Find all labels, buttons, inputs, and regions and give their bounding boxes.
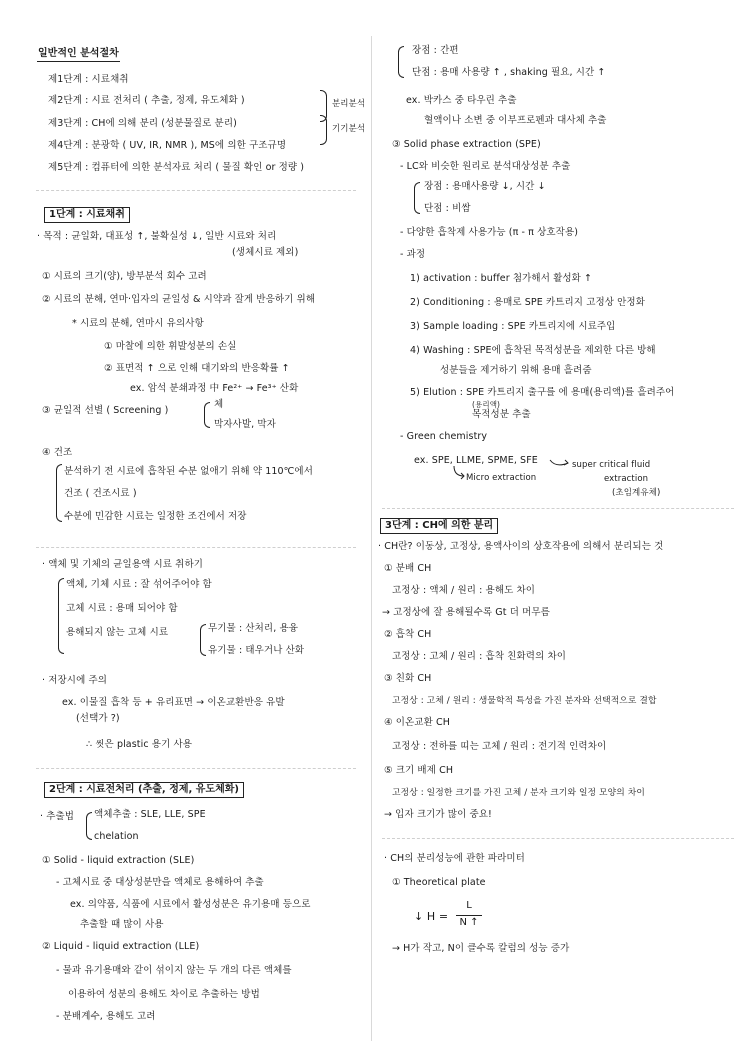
s1-point2d: ex. 암석 분쇄과정 中 Fe²⁺ → Fe³⁺ 산화 [130,383,299,394]
s1-point2: ② 시료의 분해, 연마·입자의 균일성 & 시약과 잘게 반응하기 위해 [42,294,316,305]
fraction-numerator: L [466,900,472,911]
ch-type5b: → 입자 크기가 많이 중요! [384,809,492,820]
lle-example2: 혈액이나 소변 중 이부프로펜과 대사체 추출 [424,115,607,126]
spe-process4: 4) Washing : SPE에 흡착된 목적성분을 제외한 다른 방해 [410,345,656,356]
step-5: 제5단계 : 컴퓨터에 의한 분석자료 처리 ( 물질 확인 or 정량 ) [48,162,305,173]
ch-type1a: 고정상 : 액체 / 원리 : 용해도 차이 [392,585,536,596]
fraction-bar [456,915,482,916]
s1-point5d: 무기물 : 산처리, 용융 [208,623,298,634]
s1-point4b: 건조 ( 건조시료 ) [64,488,137,499]
spe-process5b: 목적성분 추출 [472,409,531,420]
spe-process4b: 성분들을 제거하기 위해 용매 흘려줌 [440,365,592,376]
spe-line2: - 다양한 흡착제 사용가능 (π - π 상호작용) [400,227,579,238]
brace-instrument [320,115,327,145]
s1-goal2: (생체시료 제외) [232,247,299,258]
brace-drying [56,464,62,522]
s2-sle1: - 고체시료 중 대상성분만을 액체로 용해하여 추출 [56,877,264,888]
arrow-icon [446,466,466,480]
brace-screening [204,402,210,428]
s1-point5: · 액체 및 기체의 균일용액 시료 취하기 [42,559,203,570]
s1-point6c: ∴ 씻은 plastic 용기 사용 [86,739,193,750]
brace-solid [200,624,206,656]
brace-spe-pros-cons [414,182,420,214]
spe-process2: 2) Conditioning : 용매로 SPE 카트리지 고정상 안정화 [410,297,645,308]
step-4: 제4단계 : 분광학 ( UV, IR, NMR ), MS에 의한 구조규명 [48,140,287,151]
spe-advantage: 장점 : 용매사용량 ↓, 시간 ↓ [424,181,546,192]
spe-title: ③ Solid phase extraction (SPE) [392,139,541,150]
s1-point3: ③ 균일적 선별 ( Screening ) [42,405,169,416]
s1-point1: ① 시료의 크기(양), 방부분석 회수 고려 [42,271,207,282]
s1-point4: ④ 건조 [42,447,73,458]
green-chem: - Green chemistry [400,431,488,442]
brace-lle-pros-cons [398,46,404,78]
ch-type2a: 고정상 : 고체 / 원리 : 흡착 친화력의 차이 [392,651,567,662]
s2-extraction2: chelation [94,831,139,842]
s2-extraction1: 액체추출 : SLE, LLE, SPE [94,809,206,820]
green-chem1: ex. SPE, LLME, SPME, SFE [414,455,538,466]
s2-extraction: · 추출법 [40,811,75,822]
fraction-denominator: N ↑ [459,917,479,928]
theoretical-plate: ① Theoretical plate [392,877,486,888]
spe-line1: - LC와 비슷한 원리로 분석대상성분 추출 [400,161,571,172]
s1-goal: · 목적 : 균일화, 대표성 ↑, 불확실성 ↓, 일반 시료와 처리 [37,231,277,242]
page-title: 일반적인 분석절차 [37,47,120,62]
s2-heading: 2단계 : 시료전처리 (추출, 정제, 유도체화) [44,782,244,798]
plate-height-label: ↓ H = [414,910,449,923]
brace-extraction [86,812,92,840]
step-2: 제2단계 : 시료 전처리 ( 추출, 정제, 유도체화 ) [48,95,245,106]
s1-point4a: 분석하기 전 시료에 흡착된 수분 없애기 위해 약 110℃에서 [64,466,313,477]
right-column [372,0,743,1052]
green-chem3: super critical fluid [572,460,651,470]
s1-point3a: 체 [214,399,224,410]
step-3: 제3단계 : CH에 의해 분리 (성분물질로 분리) [48,118,237,129]
ch-type1b: → 고정상에 잘 용해될수록 Gt 더 머무름 [382,607,550,618]
ch-type1: ① 분배 CH [384,563,432,574]
s2-lle3: - 분배계수, 용해도 고려 [56,1011,156,1022]
s2-sle: ① Solid - liquid extraction (SLE) [42,855,195,866]
s2-sle2: ex. 의약품, 식품에 시료에서 활성성분은 유기용매 등으로 [70,899,311,910]
spe-process3: 3) Sample loading : SPE 카트리지에 시료주입 [410,321,616,332]
s1-heading: 1단계 : 시료채취 [44,207,130,223]
ch-type4: ④ 이온교환 CH [384,717,450,728]
separator [382,508,734,509]
group-instrument-label: 기기분석 [332,124,366,134]
ch-type5: ⑤ 크기 배제 CH [384,765,454,776]
s1-point5c: 용해되지 않는 고체 시료 [66,627,169,638]
spe-process1: 1) activation : buffer 첨가해서 활성화 ↑ [410,273,593,284]
s1-point2a: * 시료의 분해, 연마시 유의사항 [72,318,204,329]
spe-process5: 5) Elution : SPE 카트리지 출구를 에 용매(용리액)를 흘려주어 [410,387,675,398]
step-1: 제1단계 : 시료채취 [48,74,129,85]
lle-advantage: 장점 : 간편 [412,45,459,56]
plate-conclusion: → H가 작고, N이 클수록 칼럼의 성능 증가 [392,943,570,954]
green-chem4: extraction [604,474,649,484]
green-chem5: (초임계유체) [612,488,661,498]
s1-point5e: 유기물 : 태우거나 산화 [208,645,305,656]
s2-lle2: 이용하여 성분의 용해도 차이로 추출하는 방법 [68,989,260,1000]
lle-example: ex. 박카스 중 타우린 추출 [406,95,517,106]
ch-definition: · CH란? 이동상, 고정상, 용액사이의 상호작용에 의해서 분리되는 것 [378,541,664,552]
arrow-icon [550,458,572,468]
ch-type2: ② 흡착 CH [384,629,432,640]
ch-type3: ③ 친화 CH [384,673,432,684]
separator [36,190,356,191]
ch-parameter: · CH의 분리성능에 관한 파라미터 [384,853,525,864]
s1-point5b: 고체 시료 : 용매 되어야 함 [66,603,178,614]
separator [382,838,734,839]
ch-type4a: 고정상 : 전하를 띠는 고체 / 원리 : 전기적 인력차이 [392,741,607,752]
s1-point2c: ② 표면적 ↑ 으로 인해 대기와의 반응확률 ↑ [104,363,290,374]
s1-point3b: 막자사발, 막자 [214,419,276,430]
s1-point6: · 저장시에 주의 [42,675,108,686]
brace-sampling [58,578,64,654]
s1-point2b: ① 마찰에 의한 휘발성분의 손실 [104,341,237,352]
green-chem2: Micro extraction [466,473,537,483]
group-separation-label: 분리분석 [332,99,366,109]
lle-disadvantage: 단점 : 용매 사용량 ↑ , shaking 필요, 시간 ↑ [412,67,606,78]
s2-lle1: - 물과 유기용매와 같이 섞이지 않는 두 개의 다른 액체를 [56,965,292,976]
spe-process: - 과정 [400,249,426,260]
separator [36,547,356,548]
spe-process5-sub: (용리액) [472,400,501,409]
ch-type3a: 고정상 : 고체 / 원리 : 생물학적 특성을 가진 분자와 선택적으로 결합 [392,696,657,706]
spe-disadvantage: 단점 : 비쌈 [424,203,471,214]
s1-point4c: 수분에 민감한 시료는 일정한 조건에서 저장 [64,511,247,522]
s1-point5a: 액체, 기체 시료 : 잘 섞어주어야 함 [66,579,212,590]
ch-type5a: 고정상 : 일정한 크기를 가진 고체 / 분자 크기와 일정 모양의 차이 [392,788,645,798]
s1-point6a: ex. 이물질 흡착 등 + 유리표면 → 이온교환반응 유발 [62,697,285,708]
s3-heading: 3단계 : CH에 의한 분리 [380,518,498,534]
s1-point6b: (선택가 ?) [76,713,120,724]
s2-lle: ② Liquid - liquid extraction (LLE) [42,941,200,952]
s2-sle3: 추출할 때 많이 사용 [80,919,164,930]
separator [36,768,356,769]
